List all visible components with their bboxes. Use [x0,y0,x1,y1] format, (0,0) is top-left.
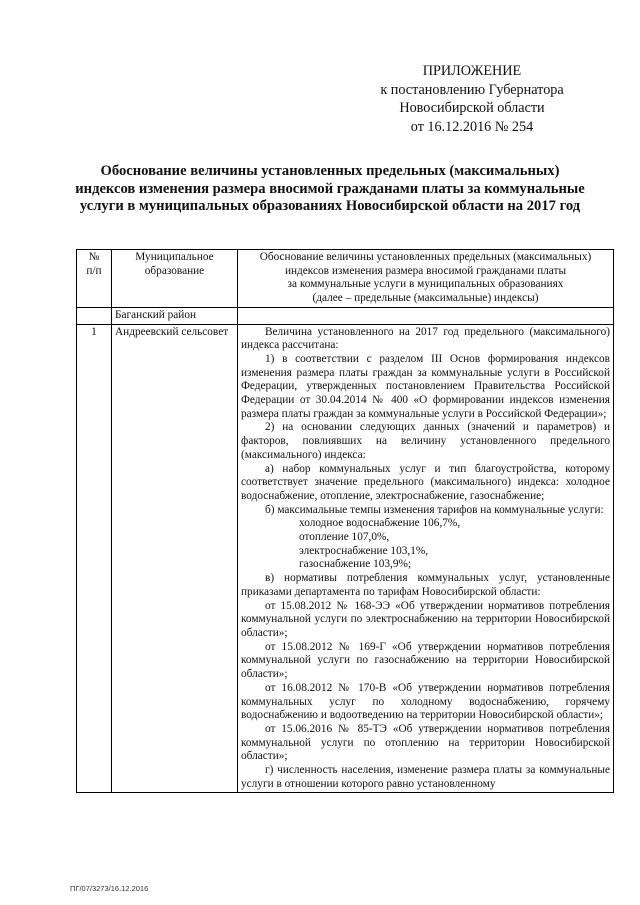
paragraph: от 15.08.2012 № 169-Г «Об утверждении нормативов потребления коммунальной услуги по газоснабжению на территории Новосибирской области»; [241,640,610,681]
tariff-item: электроснабжение 103,1%, [299,544,429,557]
header-municipality: Муниципальное образование [112,250,238,308]
tariff-item: газоснабжение 103,9%; [299,558,412,571]
appendix-line: от 16.12.2016 № 254 [410,118,534,135]
tariff-item: холодное водоснабжение 106,7%, [299,517,461,530]
title-line: индексов изменения размера вносимой гражданами платы за коммунальные [75,180,585,197]
tariff-item: отопление 107,0%, [299,531,390,544]
title-line: Обоснование величины установленных предельных (максимальных) [100,163,560,179]
paragraph: 2) на основании следующих данных (значений и параметров) и факторов, повлиявших на величину установленного предельного (максимального) индекса: [241,421,610,461]
paragraph: от 15.08.2012 № 168-ЭЭ «Об утверждении нормативов потребления коммунальной услуги по электроснабжению на территории Новосибирской области»; [241,599,610,639]
row-justification [238,324,614,793]
paragraph: 1) в соответствии с разделом III Основ формирования индексов изменения размера платы граждан за коммунальные услуги в Российской Федерации, утвержденных постановлением Правительства Российской Федерации от 30.04.2014 № 400 «О формировании индексов изменения размера платы граждан за коммунальные услуги в Российской Федерации»; [241,352,610,420]
appendix-block [352,62,592,136]
justification-table [76,249,614,793]
paragraph: а) набор коммунальных услуг и тип благоустройства, которому соответствует значение предельного (максимального) индекса: холодное водоснабжение, отопление, электроснабжение, газоснабжение; [241,462,610,502]
appendix-line: ПРИЛОЖЕНИЕ [422,63,522,79]
document-footer-code: ПГ/07/3273/16.12.2016 [70,884,149,893]
district-row [77,307,614,324]
table-header-row [77,250,614,308]
paragraph: от 15.06.2016 № 85-ТЭ «Об утверждении нормативов потребления коммунальной услуги по отоплению на территории Новосибирской области»; [241,722,610,763]
document-title [70,163,590,216]
paragraph: б) максимальные темпы изменения тарифов на коммунальные услуги: [265,503,604,516]
row-municipality: Андреевский сельсовет [112,324,238,793]
appendix-line: Новосибирской области [399,100,545,116]
paragraph: от 16.08.2012 № 170-В «Об утверждении нормативов потребления коммунальных услуг по холодному водоснабжению, горячему водоснабжению и водоотведению на территории Новосибирской области»; [241,681,610,722]
table-row [77,324,614,793]
paragraph: в) нормативы потребления коммунальных услуг, установленные приказами департамента по тарифам Новосибирской области: [241,572,610,598]
paragraph: Величина установленного на 2017 год предельного (максимального) индекса рассчитана: [241,325,610,352]
paragraph: г) численность населения, изменение размера платы за коммунальные услуги в отношении которого равно установленному [241,764,610,790]
header-justification: Обоснование величины установленных предельных (максимальных) индексов изменения размера вносимой гражданами платы за коммунальные услуги в муниципальных образованиях (далее – предельные (максимальные) индексы) [238,250,614,308]
row-number: 1 [77,324,112,793]
title-line: услуги в муниципальных образованиях Новосибирской области на 2017 год [79,198,581,214]
header-number: № п/п [77,250,112,308]
appendix-line: к постановлению Губернатора [380,81,564,98]
district-name: Баганский район [112,307,238,324]
